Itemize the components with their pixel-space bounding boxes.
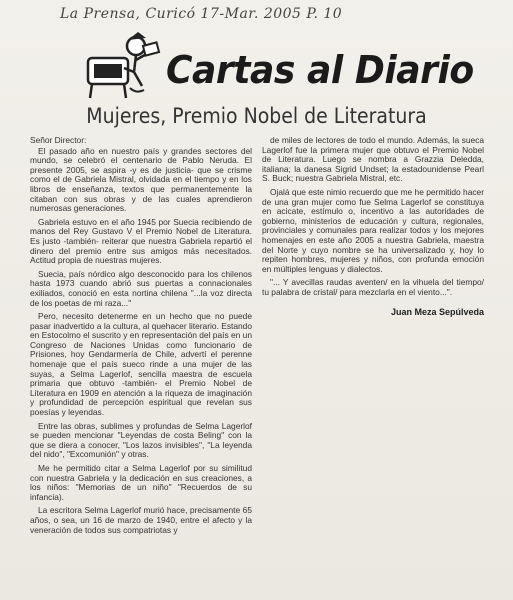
paragraph: El pasado año en nuestro país y grandes sectores del mundo, se celebró el centenario de Pablo Neruda. El presente 2005, se aspira -y es de justicia- que se crisme como el de Gabriela Mistral, olvidada en el tiempo y en los libros de enseñanza, textos que permanentemente la citaban con sus obras y de las cuales aprendieron numerosas generaciones.: [30, 145, 252, 214]
paragraph: Ojalá que este nimio recuerdo que me he permitido hacer de una gran mujer como fue Selma Lagerlof se constituya en acicate, estímulo o, incentivo a las autoridades de gobierno, ministerios de educación y cultura, regionales, provinciales y comunales para realizar todos y los mejores homenajes en este año 2005 a nuestra Gabriela, maestra del Norte y cuyo nombre se ha universalizado y, hoy lo repiten hombres, mujeres y niños, con profunda emoción en múltiples lenguas y dialectos.: [262, 186, 484, 274]
paragraph: de miles de lectores de todo el mundo. Además, la sueca Lagerlof fue la primera mujer que obtuvo el Premio Nobel de Literatura. Luego se nombra a Grazzia Deledda, italiana; la danesa Sigrid Undset; la estadounidense Pearl S. Buck; nuestra Gabriela Mistral, etc.: [262, 135, 484, 184]
article-left-column: [30, 136, 252, 539]
paragraph: Suecia, país nórdico algo desconocido para los chilenos hasta 1973 cuando abrió sus puertas a connacionales exiliados, conoció en esta nortina chilena "...la voz directa de los poetas de mi raza...": [30, 268, 252, 308]
paragraph: Entre las obras, sublimes y profundas de Selma Lagerlof se pueden mencionar "Leyendas de costa Beling" con la que se diera a conocer, "Los lazos invisibles", "La leyenda del nido", "Excomunión" y otras.: [30, 420, 252, 460]
handwritten-source-note: La Prensa, Curicó 17-Mar. 2005 P. 10: [60, 6, 343, 22]
paragraph: La escritora Selma Lagerlof murió hace, precisamente 65 años, o sea, un 16 de marzo de 1940, entre el afecto y la veneración de todos sus compatriotas y: [30, 505, 252, 535]
paragraph: Me he permitido citar a Selma Lagerlof por su similitud con nuestra Gabriela y la dedicación en sus creaciones, a los niños: "Memorias de un niño" "Recuerdos de su infancia).: [30, 463, 252, 502]
article-headline: Mujeres, Premio Nobel de Literatura: [86, 104, 427, 128]
paragraph: Gabriela estuvo en el año 1945 por Suecia recibiendo de manos del Rey Gustavo V el Premio Nobel de Literatura. Es justo -también- reiterar que nuestra Gabriela repartió el dinero del premio entre sus amigos más necesitados. Actitud propia de nuestras mujeres.: [30, 216, 252, 266]
section-masthead: Cartas al Diario: [166, 48, 474, 92]
paragraph: "... Y avecillas raudas aventen/ en la vihuela del tiempo/ tu palabra de cristal/ para mezclarla en el viento...".: [262, 277, 484, 297]
paragraph: Pero, necesito detenerme en un hecho que no puede pasar inadvertido a la cultura, al quehacer literario. Estando en Estocolmo el suscrito y en representación del país en un Congreso de Naciones Unidas como funcionario de Prisiones, hoy Gendarmería de Chile, advertí el perenne homenaje que el país sueco rinde a una mujer de las suyas, a Selma Lagerlof, sencilla maestra de escuela primaria que obtuvo -también- el Premio Nobel de Literatura en 1909 en atención a la riqueza de imaginación y profundidad de percepción espiritual que revelan sus poesías y leyendas.: [30, 311, 252, 418]
letter-greeting: Señor Director:: [30, 135, 87, 145]
mailbox-mascot-icon: [84, 28, 162, 100]
author-signature: Juan Meza Sepúlveda: [390, 306, 484, 317]
article-right-column: [262, 136, 484, 317]
